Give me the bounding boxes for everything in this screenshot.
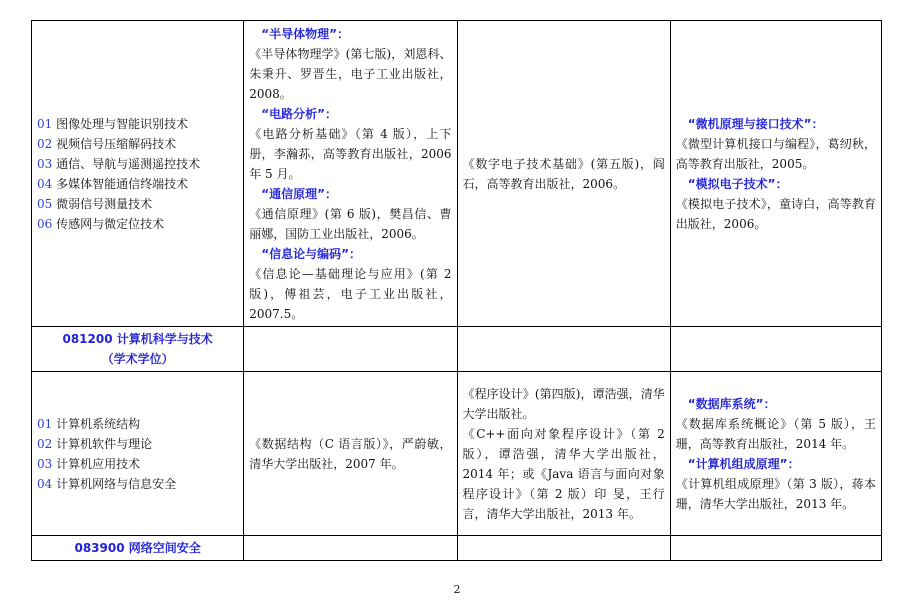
page-number: 2 — [453, 583, 461, 596]
subject-title: “模拟电子技术”： — [687, 176, 788, 191]
book-reference: 《数据库系统概论》（第 5 版），王珊，高等教育出版社，2014 年。 — [675, 416, 876, 451]
direction-item: 03 计算机应用技术 — [37, 456, 141, 471]
book-reference: 《信息论—基础理论与应用》(第 2 版)，傅祖芸，电子工业出版社，2007.5。 — [249, 266, 452, 321]
book-reference: 《数据结构（C 语言版）》，严蔚敏，清华大学出版社，2007 年。 — [249, 436, 452, 471]
empty-cell — [244, 536, 457, 561]
table-row — [32, 372, 882, 536]
subject-title: “半导体物理”： — [261, 26, 350, 41]
table-row — [32, 21, 882, 327]
exam-books-cell — [244, 372, 457, 536]
exam-books-cell — [457, 21, 670, 327]
subject-title: “信息论与编码”： — [261, 246, 362, 261]
empty-cell — [670, 327, 881, 372]
subject-title: “微机原理与接口技术”： — [687, 116, 824, 131]
table-row — [32, 536, 882, 561]
subject-title: “通信原理”： — [261, 186, 338, 201]
direction-item: 04 计算机网络与信息安全 — [37, 476, 177, 491]
direction-item: 02 计算机软件与理论 — [37, 436, 153, 451]
book-reference: 《半导体物理学》(第七版)，刘恩科、朱秉升、罗晋生，电子工业出版社，2008。 — [249, 46, 452, 101]
subject-title: “电路分析”： — [261, 106, 338, 121]
major-cell — [32, 327, 244, 372]
empty-cell — [457, 536, 670, 561]
table-row — [32, 327, 882, 372]
empty-cell — [670, 536, 881, 561]
direction-item: 01 图像处理与智能识别技术 — [37, 116, 189, 131]
direction-item: 04 多媒体智能通信终端技术 — [37, 176, 189, 191]
book-reference: 《计算机组成原理》（第 3 版），蒋本珊，清华大学出版社，2013 年。 — [675, 476, 876, 511]
subject-title: “数据库系统”： — [687, 396, 776, 411]
research-directions-cell — [32, 21, 244, 327]
major-name: 081200 计算机科学与技术 — [62, 332, 213, 346]
direction-item: 02 视频信号压缩解码技术 — [37, 136, 177, 151]
subject-title: “计算机组成原理”： — [687, 456, 800, 471]
book-reference: 《C++面向对象程序设计》（第 2 版），谭浩强，清华大学出版社，2014 年；或《Java 语言与面向对象程序设计》（第 2 版）印 旻，王行言，清华大学出版社，2013 年。 — [462, 426, 665, 521]
degree-type: （学术学位） — [101, 352, 174, 366]
direction-item: 05 微弱信号测量技术 — [37, 196, 153, 211]
major-cell — [32, 536, 244, 561]
direction-item: 06 传感网与微定位技术 — [37, 216, 165, 231]
book-reference: 《微型计算机接口与编程》，葛纫秋，高等教育出版社，2005。 — [675, 136, 876, 171]
direction-item: 01 计算机系统结构 — [37, 416, 141, 431]
book-reference: 《模拟电子技术》，童诗白，高等教育出版社，2006。 — [675, 196, 876, 231]
book-reference: 《电路分析基础》（第 4 版），上下册，李瀚荪，高等教育出版社，2006 年 5 月。 — [249, 126, 452, 181]
empty-cell — [244, 327, 457, 372]
direction-item: 03 通信、导航与遥测遥控技术 — [37, 156, 201, 171]
book-reference: 《程序设计》(第四版)，谭浩强，清华大学出版社。 — [462, 386, 665, 421]
research-directions-cell — [32, 372, 244, 536]
book-reference: 《通信原理》(第 6 版)，樊昌信、曹丽娜，国防工业出版社，2006。 — [249, 206, 452, 241]
exam-books-cell — [457, 372, 670, 536]
major-name: 083900 网络空间安全 — [74, 541, 201, 555]
retest-books-cell — [670, 372, 881, 536]
curriculum-table — [31, 20, 882, 561]
empty-cell — [457, 327, 670, 372]
retest-books-cell — [670, 21, 881, 327]
exam-books-cell — [244, 21, 457, 327]
book-reference: 《数字电子技术基础》(第五版)，阎石，高等教育出版社，2006。 — [462, 156, 665, 191]
